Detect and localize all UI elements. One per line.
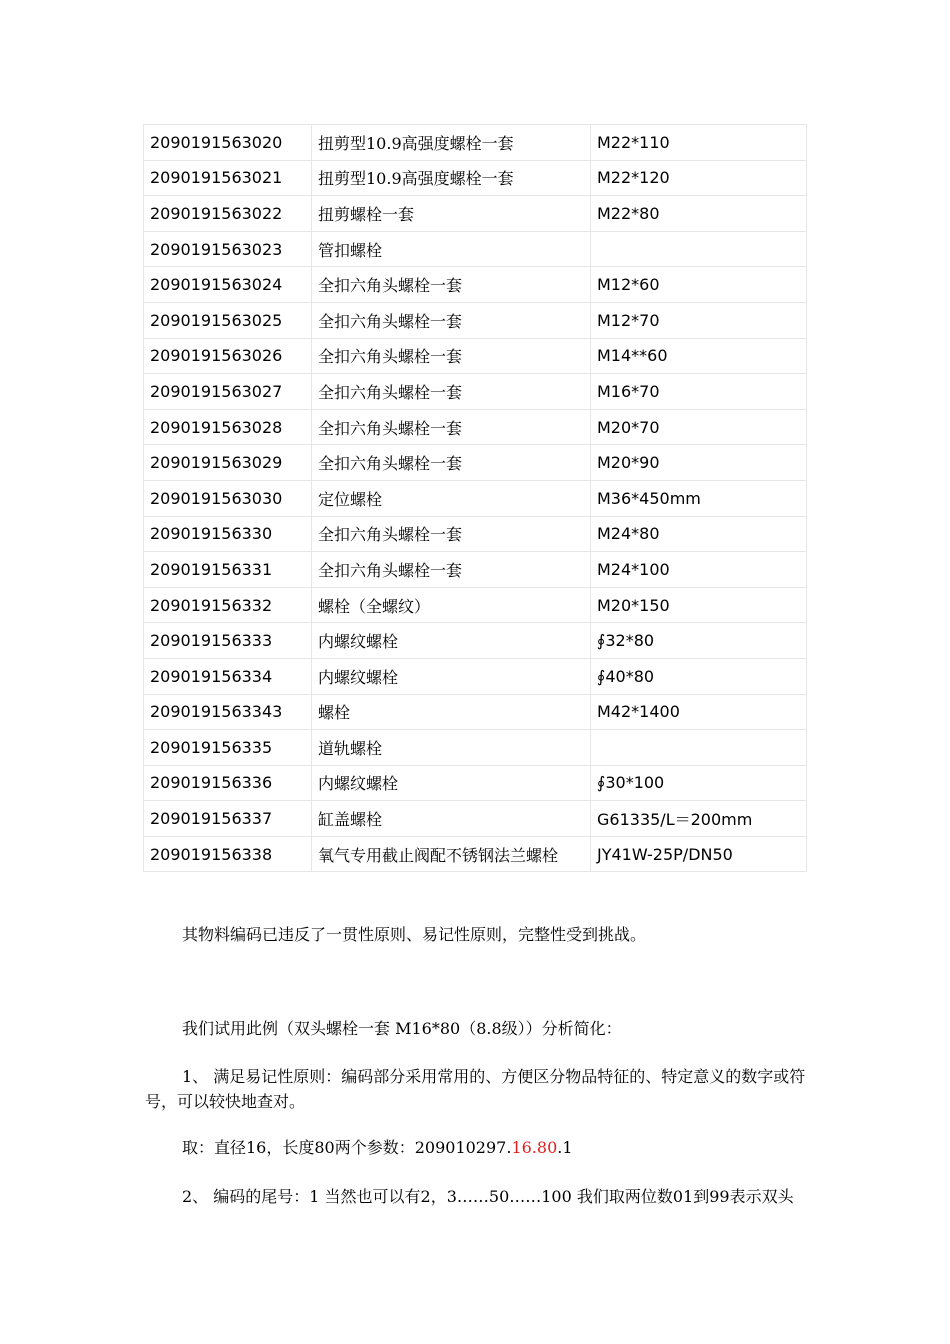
spec-cell: ∮32*80 [591,623,807,659]
code-cell: 2090191563023 [144,231,312,267]
table-row [144,516,807,552]
name-cell: 定位螺栓 [312,480,591,516]
code-cell: 2090191563024 [144,267,312,303]
name-cell: 内螺纹螺栓 [312,765,591,801]
code-cell: 2090191563030 [144,480,312,516]
table-row [144,231,807,267]
name-cell: 螺栓 [312,694,591,730]
name-cell: 扭剪型10.9高强度螺栓一套 [312,125,591,161]
spec-cell: M12*60 [591,267,807,303]
name-cell: 氧气专用截止阀配不锈钢法兰螺栓 [312,836,591,872]
table-row [144,765,807,801]
spec-cell: M12*70 [591,302,807,338]
spec-cell: M22*110 [591,125,807,161]
name-cell: 内螺纹螺栓 [312,623,591,659]
code-cell: 209019156334 [144,658,312,694]
code-cell: 2090191563029 [144,445,312,481]
code-cell: 209019156331 [144,552,312,588]
table-row [144,587,807,623]
name-cell: 全扣六角头螺栓一套 [312,302,591,338]
table-row [144,623,807,659]
spec-cell: M20*70 [591,409,807,445]
table-row [144,196,807,232]
table-row [144,480,807,516]
name-cell: 扭剪型10.9高强度螺栓一套 [312,160,591,196]
code-cell: 209019156338 [144,836,312,872]
spec-cell: ∮30*100 [591,765,807,801]
code-cell: 2090191563022 [144,196,312,232]
spec-cell: M22*80 [591,196,807,232]
table-row [144,658,807,694]
spec-cell: M20*150 [591,587,807,623]
table-row [144,409,807,445]
code-cell: 209019156333 [144,623,312,659]
paragraph-parameters [145,1135,810,1160]
code-cell: 209019156332 [144,587,312,623]
paragraph-principles: 其物料编码已违反了一贯性原则、易记性原则，完整性受到挑战。 [182,925,647,944]
spec-cell: M42*1400 [591,694,807,730]
parameters-suffix: .1 [557,1138,573,1157]
code-cell: 2090191563343 [144,694,312,730]
table-row [144,801,807,837]
spec-cell [591,730,807,766]
name-cell: 缸盖螺栓 [312,801,591,837]
table-row [144,338,807,374]
name-cell: 道轨螺栓 [312,730,591,766]
name-cell: 扭剪螺栓一套 [312,196,591,232]
table-row [144,552,807,588]
code-cell: 2090191563025 [144,302,312,338]
spec-cell [591,231,807,267]
name-cell: 全扣六角头螺栓一套 [312,445,591,481]
name-cell: 管扣螺栓 [312,231,591,267]
code-cell: 2090191563026 [144,338,312,374]
table-row [144,267,807,303]
code-cell: 2090191563027 [144,374,312,410]
name-cell: 全扣六角头螺栓一套 [312,409,591,445]
spec-cell: G61335/L＝200mm [591,801,807,837]
code-cell: 209019156337 [144,801,312,837]
material-code-table [143,124,807,872]
code-cell: 2090191563021 [144,160,312,196]
spec-cell: M24*80 [591,516,807,552]
table-body [144,125,807,872]
code-cell: 209019156336 [144,765,312,801]
paragraph-example: 我们试用此例（双头螺栓一套 M16*80（8.8级））分析简化： [182,1019,622,1038]
name-cell: 内螺纹螺栓 [312,658,591,694]
parameters-highlight: 16.80 [511,1138,558,1157]
name-cell: 全扣六角头螺栓一套 [312,338,591,374]
spec-cell: M24*100 [591,552,807,588]
spec-cell: M36*450mm [591,480,807,516]
table-row [144,694,807,730]
spec-cell: M20*90 [591,445,807,481]
name-cell: 螺栓（全螺纹） [312,587,591,623]
name-cell: 全扣六角头螺栓一套 [312,267,591,303]
spec-cell: M16*70 [591,374,807,410]
table-row [144,160,807,196]
paragraph-suffix-number: 2、 编码的尾号：1 当然也可以有2，3……50……100 我们取两位数01到99表示双头 [182,1187,794,1206]
name-cell: 全扣六角头螺栓一套 [312,516,591,552]
parameters-prefix: 取：直径16，长度80两个参数：209010297. [182,1138,512,1157]
name-cell: 全扣六角头螺栓一套 [312,552,591,588]
table-row [144,445,807,481]
table-row [144,730,807,766]
spec-cell: JY41W-25P/DN50 [591,836,807,872]
table-row [144,125,807,161]
code-cell: 2090191563028 [144,409,312,445]
spec-cell: M14**60 [591,338,807,374]
code-cell: 2090191563020 [144,125,312,161]
spec-cell: ∮40*80 [591,658,807,694]
name-cell: 全扣六角头螺栓一套 [312,374,591,410]
code-cell: 209019156335 [144,730,312,766]
table-row [144,374,807,410]
paragraph-memorability: 1、 满足易记性原则：编码部分采用常用的、方便区分物品特征的、特定意义的数字或符号，可以较快地查对。 [145,1067,806,1111]
table-row [144,836,807,872]
spec-cell: M22*120 [591,160,807,196]
code-cell: 209019156330 [144,516,312,552]
table-row [144,302,807,338]
